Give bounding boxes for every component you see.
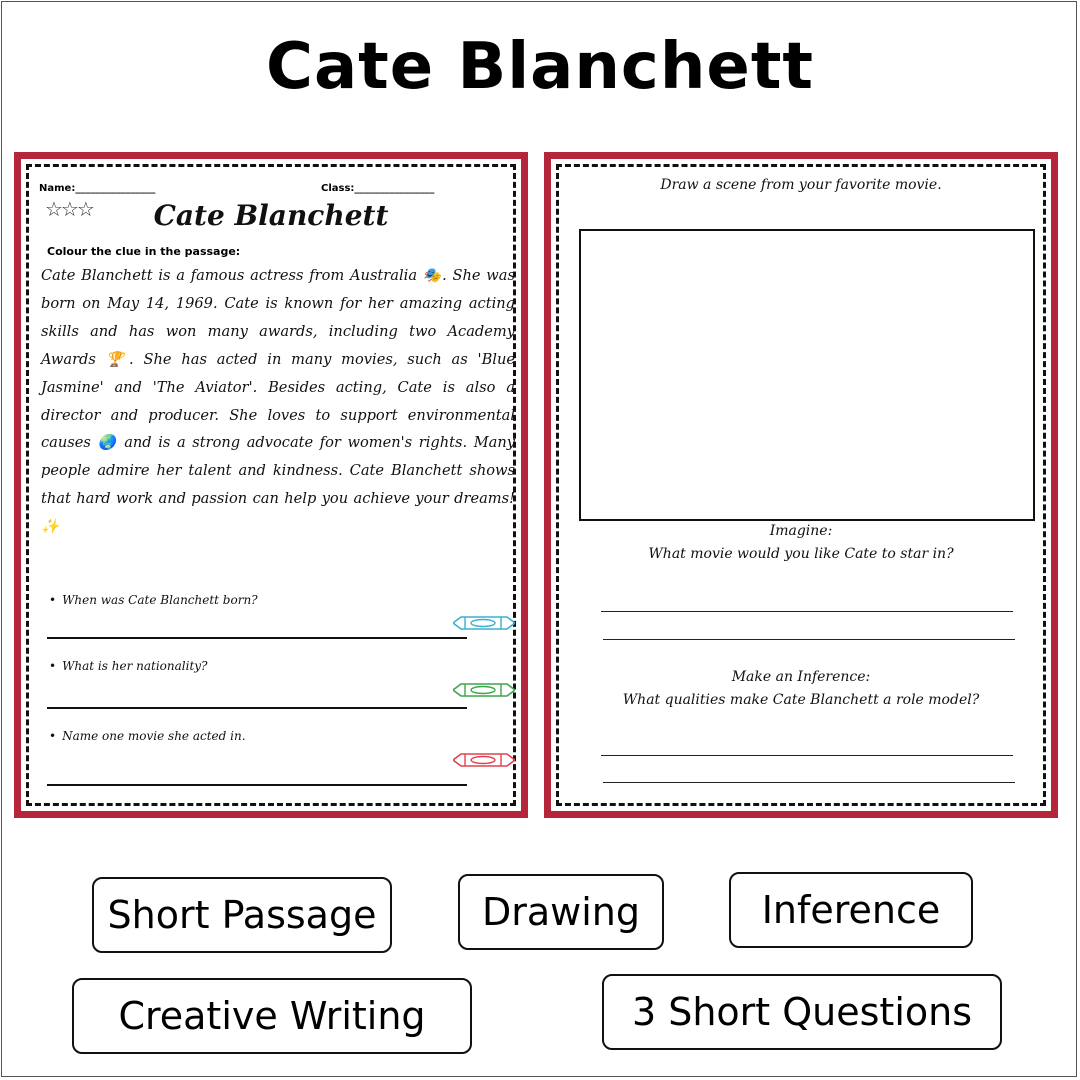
imagine-question: What movie would you like Cate to star in? xyxy=(648,546,954,562)
sheet-inner xyxy=(21,159,521,811)
tag-short-passage: Short Passage xyxy=(92,877,392,953)
writing-line[interactable] xyxy=(603,639,1015,640)
question-item: • Name one movie she acted in. xyxy=(49,729,246,743)
rating-stars-icon: ☆☆☆ xyxy=(45,197,93,221)
crayon-icon xyxy=(453,614,515,632)
worksheet-preview-passage xyxy=(14,152,528,818)
inference-heading: Make an Inference: xyxy=(731,669,871,685)
tag-inference: Inference xyxy=(729,872,973,948)
sheet-inner xyxy=(551,159,1051,811)
name-field: Name:________________ xyxy=(39,183,156,194)
question-item: • When was Cate Blanchett born? xyxy=(49,593,258,607)
answer-line[interactable] xyxy=(47,637,467,639)
question-text: What is her nationality? xyxy=(62,659,208,673)
tag-3-short-questions: 3 Short Questions xyxy=(602,974,1002,1050)
instruction-text: Colour the clue in the passage: xyxy=(47,245,241,258)
worksheet-title: Cate Blanchett xyxy=(153,199,389,232)
writing-line[interactable] xyxy=(601,611,1013,612)
crayon-icon xyxy=(453,751,515,769)
crayon-icon xyxy=(453,681,515,699)
draw-prompt: Draw a scene from your favorite movie. xyxy=(660,177,942,193)
drawing-area[interactable] xyxy=(579,229,1035,521)
answer-line[interactable] xyxy=(47,784,467,786)
writing-line[interactable] xyxy=(601,755,1013,756)
question-item: • What is her nationality? xyxy=(49,659,208,673)
page-title: Cate Blanchett xyxy=(266,30,814,104)
question-text: Name one movie she acted in. xyxy=(62,729,246,743)
answer-line[interactable] xyxy=(47,707,467,709)
reading-passage: Cate Blanchett is a famous actress from Australia 🎭. She was born on May 14, 1969. Cate is known for her amazing acting skills and has won many awards, including two Academy Awards 🏆. She has acted in many movies, such as 'Blue Jasmine' and 'The Aviator'. Besides acting, Cate is also a director and producer. She loves to support environmental causes 🌏 and is a strong advocate for women's rights. Many people admire her talent and kindness. Cate Blanchett shows that hard work and passion can help you achieve your dreams! ✨ xyxy=(41,267,515,536)
writing-line[interactable] xyxy=(603,782,1015,783)
inference-question: What qualities make Cate Blanchett a role model? xyxy=(622,692,980,708)
tag-drawing: Drawing xyxy=(458,874,664,950)
class-field: Class:________________ xyxy=(321,183,435,194)
question-text: When was Cate Blanchett born? xyxy=(62,593,258,607)
imagine-heading: Imagine: xyxy=(769,523,833,539)
worksheet-preview-drawing xyxy=(544,152,1058,818)
tag-creative-writing: Creative Writing xyxy=(72,978,472,1054)
